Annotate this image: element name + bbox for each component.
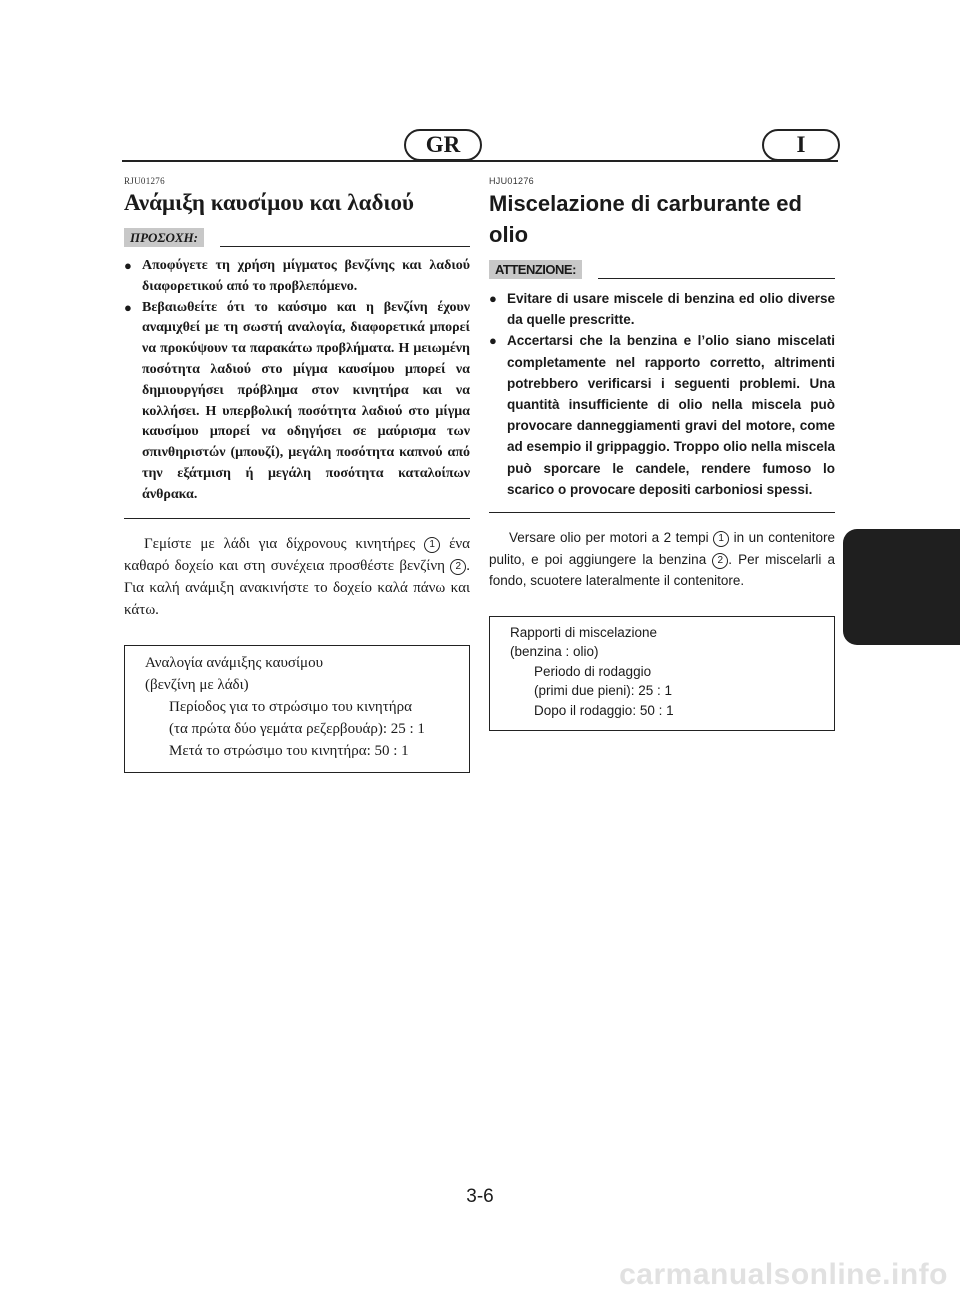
mixing-ratio-box [489,616,835,732]
reference-marker-2: 2 [712,553,728,569]
reference-marker-2: 2 [450,559,466,575]
caution-rule [220,246,470,247]
caution-list [124,256,470,506]
language-badge-gr: GR [404,129,482,161]
caution-list [489,288,835,500]
caution-heading [489,258,835,280]
caution-item: ● Αποφύγετε τη χρήση μίγματος βενζίνης και λαδιού διαφορετικού από το προβλεπόμενο. [124,256,470,298]
italian-column [489,176,835,731]
box-line: Αναλογία ανάμιξης καυσίμου [145,654,324,671]
caution-item: ● Βεβαιωθείτε ότι το καύσιμο και η βενζίνη έχουν αναμιχθεί με τη σωστή αναλογία, διαφορετικά μπορεί να προκύψουν τα παρακάτω προβλήματα. Η μειωμένη ποσότητα λαδιού στο μίγμα καυσίμου μπορεί να δημιουργήσει πρόβλημα στον κινητήρα και να κολλήσει. Η υπερβολική ποσότητα λαδιού στο μίγμα καυσίμου μπορεί να οδηγήσει σε μαύρισμα των σπινθηριστών (μπουζί), μεγάλη ποσότητα καπνού από την εξάτμιση ή μεγάλη ποσότητα καταλοίπων άνθρακα. [124,298,470,506]
box-line: Periodo di rodaggio [534,663,652,679]
header-rule [122,160,838,162]
instruction-paragraph: Versare olio per motori a 2 tempi 1 in un contenitore pulito, e poi aggiungere la benzina 2 . Per miscelarli a fondo, scuotere lateralmente il contenitore. [489,530,835,589]
box-line: (primi due pieni): 25 : 1 [534,683,673,699]
box-line: Μετά το στρώσιμο του κινητήρα: 50 : 1 [169,742,409,759]
mixing-ratio-box [124,645,470,773]
greek-column [124,176,470,773]
reference-marker-1: 1 [713,531,729,547]
box-line: Περίοδος για το στρώσιμο του κινητήρα [169,698,412,715]
box-line: (benzina : olio) [510,644,599,660]
section-title: Ανάμιξη καυσίμου και λαδιού [124,190,414,215]
caution-label: ΠΡΟΣΟΧΗ: [124,228,204,247]
caution-item: ● Evitare di usare miscele di benzina ed olio diverse da quelle prescritte. [489,288,835,330]
section-code: RJU01276 [124,176,165,186]
instruction-paragraph: Γεμίστε με λάδι για δίχρονους κινητήρες 1 ένα καθαρό δοχείο και στη συνέχεια προσθέστε βενζίνη 2 . Για καλή ανάμιξη ανακινήστε το δοχείο καλά πάνω και κάτω. [124,535,471,618]
box-line: (βενζίνη με λάδι) [145,676,249,693]
box-line: Rapporti di miscelazione [510,624,658,640]
watermark: carmanualsonline.info [619,1258,948,1291]
chapter-tab [843,529,960,645]
caution-rule [598,278,835,279]
page-number: 3-6 [466,1186,494,1207]
caution-end-rule [489,512,835,513]
box-line: (τα πρώτα δύο γεμάτα ρεζερβουάρ): 25 : 1 [169,720,425,737]
caution-item: ● Accertarsi che la benzina e l’olio siano miscelati completamente nel rapporto corretto, altrimenti potrebbero verificarsi i seguenti problemi. Una quantità insufficiente di olio nella miscela può provocare danneggiamenti gravi del motore, come ad esempio il grippaggio. Troppo olio nella miscela può sporcare le candele, rendere fumoso lo scarico o provocare depositi carboniosi spessi. [489,330,835,500]
caution-end-rule [124,518,470,519]
language-badge-it: I [762,129,840,161]
section-title: Miscelazione di carburante ed olio [489,191,802,247]
caution-heading [124,226,470,248]
caution-label: ATTENZIONE: [489,260,582,279]
box-line: Dopo il rodaggio: 50 : 1 [534,702,674,718]
reference-marker-1: 1 [424,537,440,553]
section-code: HJU01276 [489,176,534,186]
